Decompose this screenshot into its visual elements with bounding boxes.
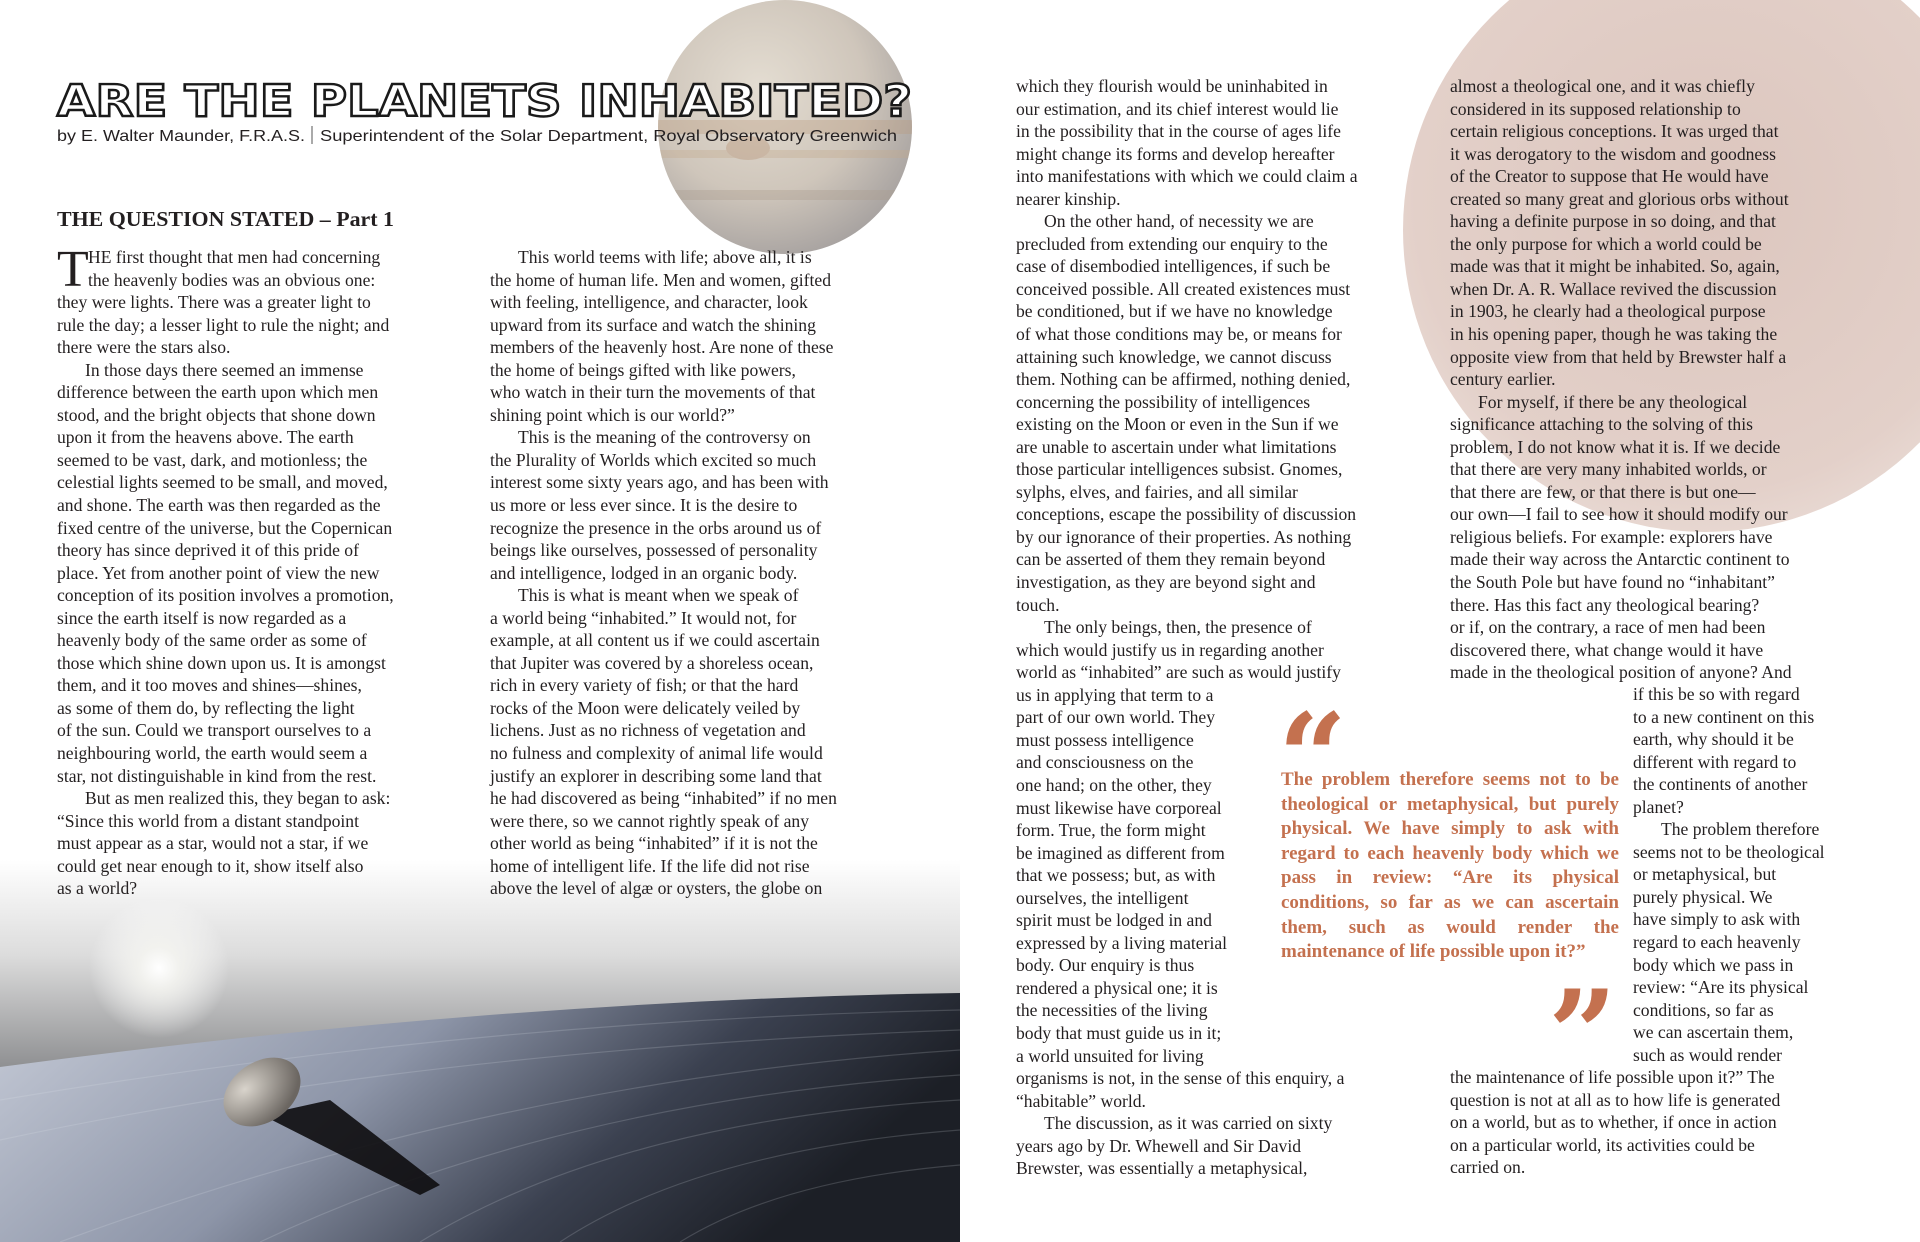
text-line: must possess intelligence xyxy=(1016,729,1194,750)
text-line: when Dr. A. R. Wallace revived the discussion xyxy=(1450,278,1777,299)
text-line: upward from its surface and watch the shining xyxy=(490,314,816,335)
text-line: and shone. The earth was then regarded as the xyxy=(57,495,381,516)
text-line: significance attaching to the solving of this xyxy=(1450,414,1753,435)
text-line: recognize the presence in the orbs around us of xyxy=(490,517,822,538)
text-line: existing on the Moon or even in the Sun if we xyxy=(1016,414,1339,435)
text-line: part of our own world. They xyxy=(1016,707,1216,728)
text-line: star, not distinguishable in kind from the rest. xyxy=(57,765,377,786)
text-line: neighbouring world, the earth would seem a xyxy=(57,743,368,764)
text-line: sylphs, elves, and fairies, and all similar xyxy=(1016,481,1298,502)
text-line: touch. xyxy=(1016,594,1060,615)
paragraph xyxy=(57,359,394,787)
text-line: the South Pole but have found no “inhabitant” xyxy=(1450,572,1775,593)
text-line: Brewster, was essentially a metaphysical, xyxy=(1016,1158,1308,1179)
text-line: place. Yet from another point of view the new xyxy=(57,562,380,583)
text-line: can be asserted of them they remain beyond xyxy=(1016,549,1326,570)
paragraph xyxy=(1450,391,1792,684)
column-4-top xyxy=(1450,75,1792,684)
paragraph xyxy=(1633,683,1825,818)
text-line: have simply to ask with xyxy=(1633,909,1801,930)
paragraph xyxy=(57,787,394,900)
text-line: the continents of another xyxy=(1633,774,1808,795)
text-line: theory has since deprived it of this pride of xyxy=(57,540,359,561)
text-line: world as “inhabited” are such as would justify xyxy=(1016,662,1341,683)
article-title: ARE THE PLANETS INHABITED? xyxy=(57,76,913,127)
text-line: and consciousness on the xyxy=(1016,752,1194,773)
text-line: years ago by Dr. Whewell and Sir David xyxy=(1016,1135,1302,1156)
text-line: the Plurality of Worlds which excited so much xyxy=(490,449,817,470)
text-line: made was that it might be inhabited. So, again, xyxy=(1450,256,1780,277)
text-line: made their way across the Antarctic continent to xyxy=(1450,549,1790,570)
text-line: question is not at all as to how life is generated xyxy=(1450,1089,1781,1110)
text-line: that there are few, or that there is but one— xyxy=(1450,481,1756,502)
text-line: that we possess; but, as with xyxy=(1016,865,1216,886)
text-line: justify an explorer in describing some land that xyxy=(490,765,822,786)
text-line: conception of its position involves a promotion, xyxy=(57,585,394,606)
text-line: case of disembodied intelligences, if such be xyxy=(1016,256,1331,277)
text-line: there. Has this fact any theological bearing? xyxy=(1450,594,1760,615)
text-line: shining point which is our world?” xyxy=(490,404,735,425)
text-line: organisms is not, in the sense of this enquiry, a xyxy=(1016,1068,1345,1089)
text-line: interest some sixty years ago, and has been with xyxy=(490,472,829,493)
section-heading: THE QUESTION STATED – Part 1 xyxy=(57,207,394,231)
text-line: on a world, but as to whether, if once in action xyxy=(1450,1112,1777,1133)
text-line: purely physical. We xyxy=(1633,886,1773,907)
text-line: or if, on the contrary, a race of men had been xyxy=(1450,617,1766,638)
text-line: as some of them do, by reflecting the light xyxy=(57,697,355,718)
text-line: earth, why should it be xyxy=(1633,729,1794,750)
paragraph xyxy=(1450,75,1792,391)
text-line: the home of human life. Men and women, gifted xyxy=(490,269,832,290)
text-line: a world unsuited for living xyxy=(1016,1045,1204,1066)
text-line: who watch in their turn the movements of that xyxy=(490,382,816,403)
paragraph xyxy=(490,426,837,584)
text-line: The discussion, as it was carried on sixty xyxy=(1044,1113,1333,1134)
paragraph xyxy=(57,241,394,359)
text-line: The only beings, then, the presence of xyxy=(1044,617,1312,638)
text-line: in his opening paper, though he was taking the xyxy=(1450,324,1778,345)
text-line: ourselves, the intelligent xyxy=(1016,887,1189,908)
column-1 xyxy=(57,241,394,900)
text-line: But as men realized this, they began to ask: xyxy=(85,788,391,809)
text-line: were there, so we cannot rightly speak of any xyxy=(490,810,810,831)
text-line: there were the stars also. xyxy=(57,337,231,358)
column-2 xyxy=(490,246,837,900)
text-line: fixed centre of the universe, but the Copernican xyxy=(57,517,393,538)
text-line: expressed by a living material xyxy=(1016,932,1228,953)
text-line: having a definite purpose in so doing, and that xyxy=(1450,211,1776,232)
text-line: of the Creator to suppose that He would have xyxy=(1450,166,1769,187)
text-line: that Jupiter was covered by a shoreless ocean, xyxy=(490,652,814,673)
paragraph xyxy=(1016,210,1358,616)
text-line: could get near enough to it, show itself also xyxy=(57,855,364,876)
column-4-beside-quote xyxy=(1633,683,1825,1066)
text-line: must appear as a star, would not a star, if we xyxy=(57,833,369,854)
text-line: in the possibility that in the course of ages life xyxy=(1016,121,1341,142)
pull-quote-text: The problem therefore seems not to be theological or metaphysical, but purely physical. We have simply to ask with regard to each heavenly body which we pass in review: “Are its physical conditions, so far as we can ascertain them, such as would render the maintenance of life possible upon it?” xyxy=(1281,769,1619,963)
text-line: us more or less ever since. It is the desire to xyxy=(490,495,798,516)
text-line: rich in every variety of fish; or that the hard xyxy=(490,675,799,696)
text-line: one hand; on the other, they xyxy=(1016,774,1212,795)
text-line: above the level of algæ or oysters, the globe on xyxy=(490,878,823,899)
paragraph xyxy=(490,584,837,900)
text-line: if this be so with regard xyxy=(1633,684,1800,704)
column-3 xyxy=(1016,75,1358,1180)
text-line: conceptions, escape the possibility of discussion xyxy=(1016,504,1357,525)
text-line: created so many great and glorious orbs without xyxy=(1450,188,1789,209)
text-line: such as would render xyxy=(1633,1044,1783,1065)
text-line: conceived possible. All created existences must xyxy=(1016,278,1351,299)
drop-cap: T xyxy=(57,241,89,298)
text-line: which they flourish would be uninhabited in xyxy=(1016,76,1328,96)
text-line: to a new continent on this xyxy=(1633,706,1815,727)
text-line: as a world? xyxy=(57,878,138,899)
text-line: In those days there seemed an immense xyxy=(85,359,364,380)
text-line: opposite view from that held by Brewster half a xyxy=(1450,346,1787,367)
text-line: other world as being “inhabited” if it is not the xyxy=(490,833,818,854)
paragraph xyxy=(1016,1112,1358,1180)
article-header xyxy=(0,0,960,240)
text-line: conditions, so far as xyxy=(1633,999,1774,1020)
text-line: since the earth itself is now regarded as a xyxy=(57,607,347,628)
text-line: in 1903, he clearly had a theological purpose xyxy=(1450,301,1766,322)
text-line: our own—I fail to see how it should modify our xyxy=(1450,504,1788,525)
text-line: into manifestations with which we could claim a xyxy=(1016,166,1358,187)
text-line: century earlier. xyxy=(1450,369,1556,390)
text-line: on a particular world, its activities could be xyxy=(1450,1134,1755,1155)
text-line: by our ignorance of their properties. As nothing xyxy=(1016,526,1352,547)
text-line: the maintenance of life possible upon it?” The xyxy=(1450,1067,1775,1087)
text-line: “habitable” world. xyxy=(1016,1090,1146,1111)
text-line: regard to each heavenly xyxy=(1633,932,1801,953)
open-quote-mark: “ xyxy=(1278,687,1348,828)
text-line: and intelligence, lodged in an organic body. xyxy=(490,562,798,583)
byline-author: by E. Walter Maunder, F.R.A.S. xyxy=(57,128,305,145)
text-line: the home of beings gifted with like powers, xyxy=(490,359,796,380)
text-line: This is what is meant when we speak of xyxy=(518,585,799,606)
text-line: precluded from extending our enquiry to the xyxy=(1016,233,1328,254)
text-line: rocks of the Moon were delicately veiled by xyxy=(490,697,801,718)
text-line: we can ascertain them, xyxy=(1633,1022,1794,1043)
text-line: problem, I do not know what it is. If we decide xyxy=(1450,436,1781,457)
text-line: the heavenly bodies was an obvious one: xyxy=(88,269,376,290)
text-line: discovered there, what change would it have xyxy=(1450,639,1764,660)
text-line: it was derogatory to the wisdom and goodness xyxy=(1450,143,1776,164)
text-line: religious beliefs. For example: explorers have xyxy=(1450,526,1773,547)
text-line: be imagined as different from xyxy=(1016,842,1225,863)
text-line: be conditioned, but if we have no knowledge xyxy=(1016,301,1333,322)
text-line: beings like ourselves, possessed of personality xyxy=(490,540,818,561)
ringed-planet-image xyxy=(0,860,960,1242)
text-line: seems not to be theological xyxy=(1633,841,1825,862)
text-line: he had discovered as being “inhabited” if no men xyxy=(490,788,837,809)
text-line: those which shine down upon us. It is amongst xyxy=(57,652,386,673)
text-line: considered in its supposed relationship to xyxy=(1450,98,1741,119)
text-line: are unable to ascertain under what limitations xyxy=(1016,436,1337,457)
text-line: attaining such knowledge, we cannot discuss xyxy=(1016,346,1332,367)
text-line: that there are very many inhabited worlds, or xyxy=(1450,459,1767,480)
text-line: HE first thought that men had concerning xyxy=(88,247,381,267)
text-line: stood, and the bright objects that shone down xyxy=(57,404,376,425)
text-line: our estimation, and its chief interest would lie xyxy=(1016,98,1339,119)
text-line: review: “Are its physical xyxy=(1633,977,1809,998)
text-line: concerning the possibility of intelligences xyxy=(1016,391,1311,412)
text-line: example, at all content us if we could ascertain xyxy=(490,630,820,651)
text-line: made in the theological position of anyone? And xyxy=(1450,662,1792,683)
text-line: home of intelligent life. If the life did not rise xyxy=(490,855,810,876)
text-line: celestial lights seemed to be small, and moved, xyxy=(57,472,388,493)
text-line: members of the heavenly host. Are none of these xyxy=(490,337,834,358)
text-line: heavenly body of the same order as some of xyxy=(57,630,367,651)
text-line: of the sun. Could we transport ourselves to a xyxy=(57,720,372,741)
text-line: spirit must be lodged in and xyxy=(1016,910,1212,931)
text-line: of what those conditions may be, or means for xyxy=(1016,324,1342,345)
byline-affiliation: Superintendent of the Solar Department, Royal Observatory Greenwich xyxy=(320,128,897,145)
text-line: those particular intelligences subsist. Gnomes, xyxy=(1016,459,1343,480)
text-line: On the other hand, of necessity we are xyxy=(1044,211,1314,232)
text-line: lichens. Just as no richness of vegetation and xyxy=(490,720,806,741)
text-line: certain religious conceptions. It was urged that xyxy=(1450,121,1779,142)
text-line: form. True, the form might xyxy=(1016,820,1206,841)
paragraph xyxy=(1633,818,1825,1066)
text-line: seemed to be vast, dark, and motionless; the xyxy=(57,449,368,470)
text-line: upon it from the heavens above. The earth xyxy=(57,427,354,448)
text-line: “Since this world from a distant standpoint xyxy=(57,810,359,831)
text-line: rendered a physical one; it is xyxy=(1016,977,1218,998)
text-line: For myself, if there be any theological xyxy=(1478,391,1748,412)
close-quote-mark: ” xyxy=(1548,964,1618,1105)
text-line: body. Our enquiry is thus xyxy=(1016,955,1195,976)
text-line: the necessities of the living xyxy=(1016,1000,1208,1021)
text-line: This is the meaning of the controversy on xyxy=(518,427,811,448)
text-line: nearer kinship. xyxy=(1016,188,1121,209)
text-line: them. Nothing can be affirmed, nothing denied, xyxy=(1016,369,1351,390)
text-line: or metaphysical, but xyxy=(1633,864,1777,885)
text-line: investigation, as they are beyond sight and xyxy=(1016,572,1316,593)
text-line: the only purpose for which a world could be xyxy=(1450,233,1762,254)
paragraph xyxy=(1016,75,1358,210)
text-line: them, and it too moves and shines—shines, xyxy=(57,675,362,696)
text-line: rule the day; a lesser light to rule the night; and xyxy=(57,314,390,335)
text-line: a world being “inhabited.” It would not, for xyxy=(490,607,797,628)
text-line: which would justify us in regarding another xyxy=(1016,639,1324,660)
text-line: they were lights. There was a greater light to xyxy=(57,292,371,313)
text-line: carried on. xyxy=(1450,1157,1526,1178)
text-line: planet? xyxy=(1633,796,1684,817)
text-line: almost a theological one, and it was chiefly xyxy=(1450,76,1755,96)
text-line: body which we pass in xyxy=(1633,954,1794,975)
text-line: The problem therefore xyxy=(1661,819,1820,840)
text-line: with feeling, intelligence, and character, look xyxy=(490,292,808,313)
paragraph xyxy=(490,246,837,426)
text-line: difference between the earth upon which men xyxy=(57,382,379,403)
text-line: body that must guide us in it; xyxy=(1016,1022,1222,1043)
text-line: might change its forms and develop hereafter xyxy=(1016,143,1335,164)
text-line: This world teems with life; above all, it is xyxy=(518,247,812,267)
text-line: no fulness and complexity of animal life would xyxy=(490,743,823,764)
text-line: must likewise have corporeal xyxy=(1016,797,1222,818)
text-line: different with regard to xyxy=(1633,751,1797,772)
text-line: us in applying that term to a xyxy=(1016,684,1214,705)
